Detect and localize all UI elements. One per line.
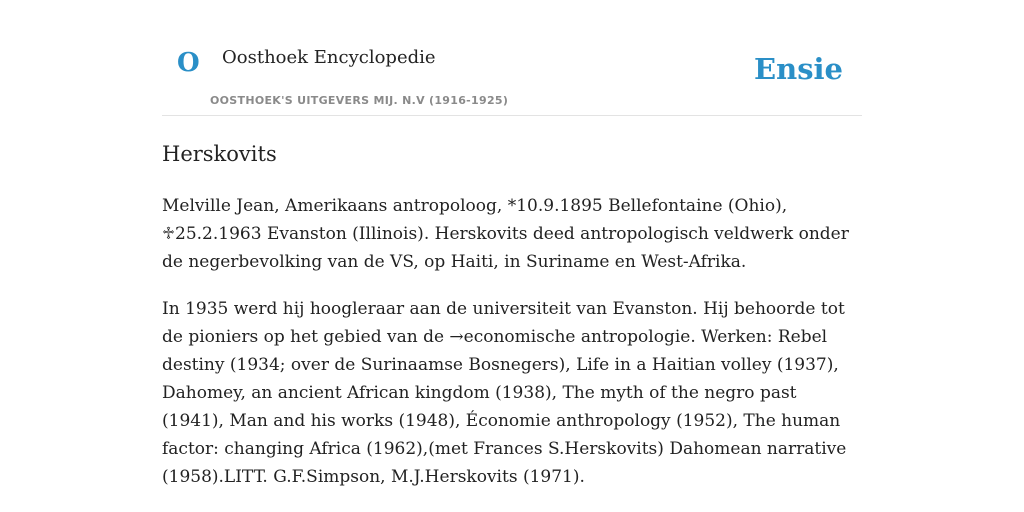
article-paragraph: [162, 295, 862, 491]
site-subtitle: OOSTHOEK'S UITGEVERS MIJ. N.V (1916-1925): [210, 94, 509, 107]
page-container: [162, 0, 862, 487]
paragraph-text: . Werken: Rebel destiny (1934; over de Surinaamse Bosnegers), Life in a Haitian volley (1937), Dahomey, an ancient African kingdom (1938), The myth of the negro past (1941), Man and his works (1948), Économie anthropology (1952), The human factor: changing Africa (1962),(met Frances S.Herskovits) Dahomean narrative (1958).LITT. G.F.Simpson, M.J.Herskovits (1971).: [162, 327, 847, 487]
site-header: [162, 0, 862, 116]
article-paragraph: Melville Jean, Amerikaans antropoloog, *10.9.1895 Bellefontaine (Ohio), ♱25.2.1963 Evanston (Illinois). Herskovits deed antropologisch veldwerk onder de negerbevolking van de VS, op Haiti, in Suriname en West-Afrika.: [162, 196, 849, 272]
cross-reference-link[interactable]: →economische antropologie: [449, 327, 691, 347]
site-title: Oosthoek Encyclopedie: [222, 47, 436, 68]
paragraph-text: In 1935 werd hij hoogleraar aan de universiteit van Evanston. Hij behoorde tot de pioniers op het gebied van de: [162, 299, 845, 347]
article-body: [162, 192, 862, 510]
site-logo[interactable]: O: [177, 48, 200, 78]
brand-link[interactable]: Ensie: [754, 52, 843, 86]
article-title: Herskovits: [162, 142, 277, 166]
